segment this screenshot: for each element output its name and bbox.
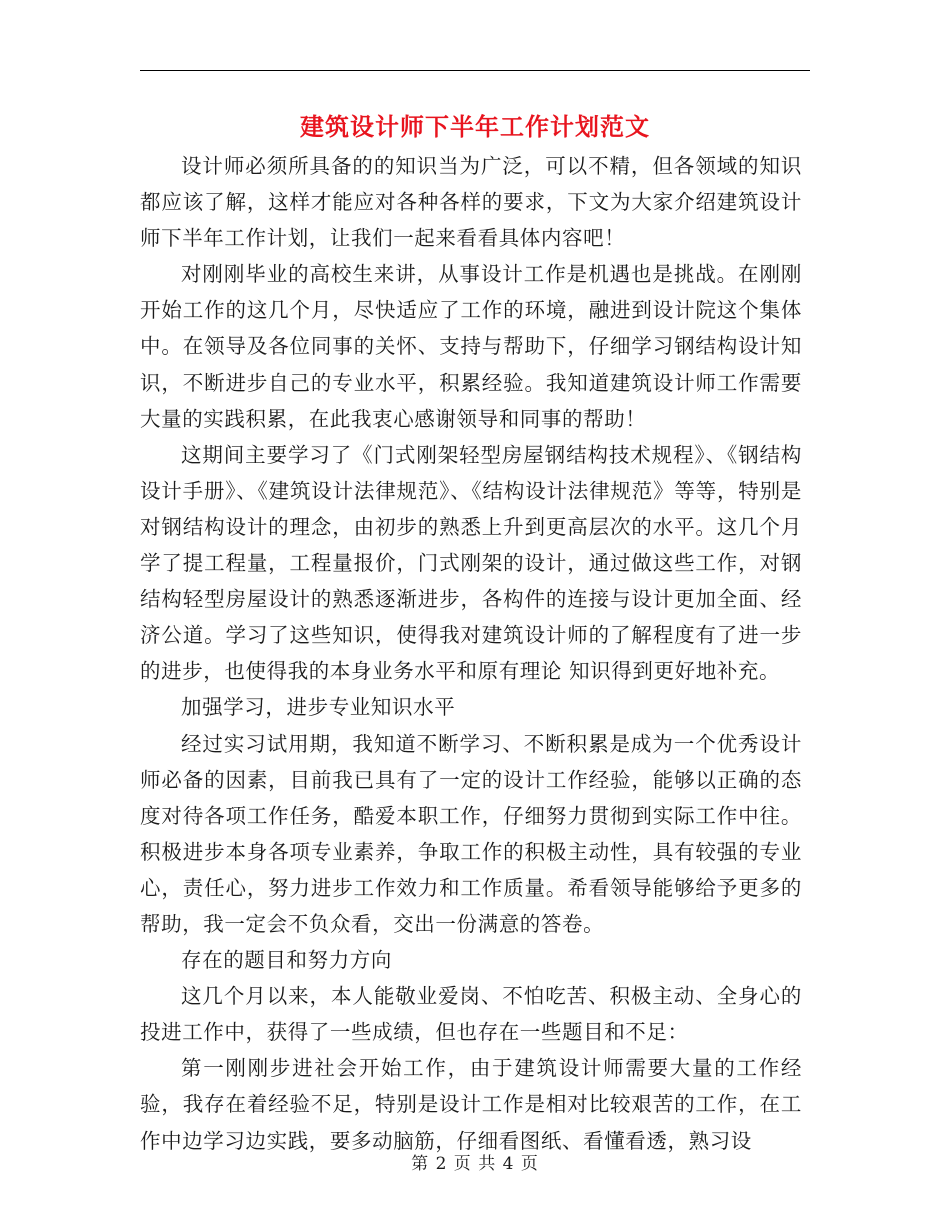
paragraph-graduate: 对刚刚毕业的高校生来讲，从事设计工作是机遇也是挑战。在刚刚开始工作的这几个月，尽快适应了工作的环境，融进到设计院这个集体中。在领导及各位同事的关怀、支持与帮助下，仔细学习钢结构设计知识，不断进步自己的专业水平，积累经验。我知道建筑设计师工作需要大量的实践积累，在此我衷心感谢领导和同事的帮助！ — [140, 262, 802, 431]
section-heading-learning: 加强学习，进步专业知识水平 — [181, 695, 456, 720]
document-body — [140, 148, 802, 1159]
section-heading-problems: 存在的题目和努力方向 — [181, 948, 392, 973]
paragraph-study: 这期间主要学习了《门式刚架轻型房屋钢结构技术规程》、《钢结构设计手册》、《建筑设计法律规范》、《结构设计法律规范》等等，特别是对钢结构设计的理念，由初步的熟悉上升到更高层次的水平。这几个月学了提工程量，工程量报价，门式刚架的设计，通过做这些工作，对钢结构轻型房屋设计的熟悉逐渐进步，各构件的连接与设计更加全面、经济公道。学习了这些知识，使得我对建筑设计师的了解程度有了进一步的进步，也使得我的本身业务水平和原有理论 知识得到更好地补充。 — [140, 442, 802, 684]
page-number-footer: 第 2 页 共 4 页 — [411, 1154, 539, 1174]
document-title: 建筑设计师下半年工作计划范文 — [300, 112, 650, 141]
paragraph-months: 这几个月以来，本人能敬业爱岗、不怕吃苦、积极主动、全身心的投进工作中，获得了一些成绩，但也存在一些题目和不足： — [140, 984, 802, 1045]
paragraph-internship: 经过实习试用期，我知道不断学习、不断积累是成为一个优秀设计师必备的因素，目前我已具有了一定的设计工作经验，能够以正确的态度对待各项工作任务，酷爱本职工作，仔细努力贯彻到实际工作中往。积极进步本身各项专业素养，争取工作的积极主动性，具有较强的专业心，责任心，努力进步工作效力和工作质量。希看领导能够给予更多的帮助，我一定会不负众看，交出一份满意的答卷。 — [140, 731, 802, 936]
paragraph-intro: 设计师必须所具备的的知识当为广泛，可以不精，但各领域的知识都应该了解，这样才能应对各种各样的要求，下文为大家介绍建筑设计师下半年工作计划，让我们一起来看看具体内容吧！ — [140, 154, 802, 251]
paragraph-first-point: 第一刚刚步进社会开始工作，由于建筑设计师需要大量的工作经验，我存在着经验不足，特别是设计工作是相对比较艰苦的工作，在工作中边学习边实践，要多动脑筋，仔细看图纸、看懂看透，熟习设 — [140, 1056, 802, 1153]
header-rule — [140, 70, 810, 71]
